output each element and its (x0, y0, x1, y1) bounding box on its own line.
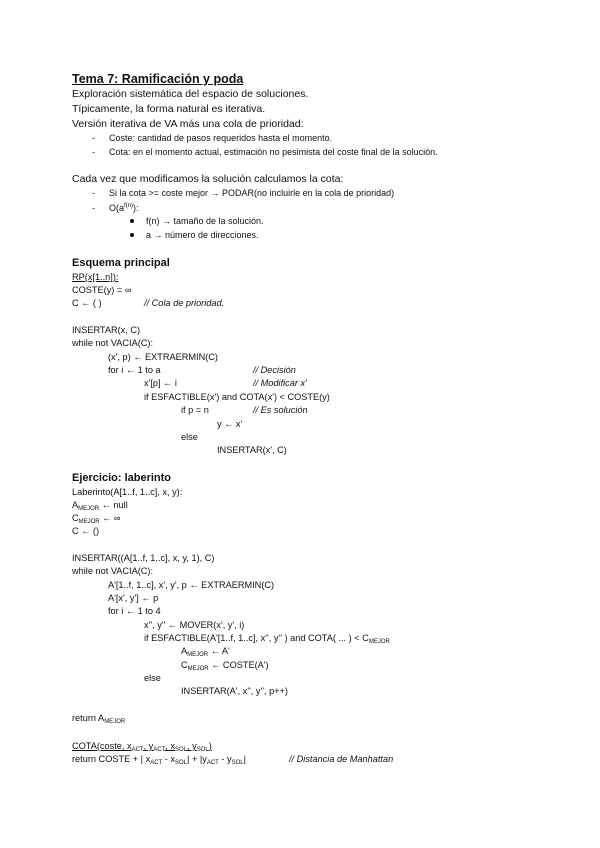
code-comment: // Decisión (253, 365, 296, 375)
code-line: for i ← 1 to 4 (108, 606, 161, 616)
esquema-heading: Esquema principal (72, 257, 170, 269)
esquema-signature: RP(x[1..n]): (72, 272, 119, 282)
page-title: Tema 7: Ramificación y poda (72, 72, 244, 86)
code-line: else (181, 432, 198, 442)
code-line: x'', y'' ← MOVER(x', y', i) (144, 620, 245, 630)
bullet-podar: Si la cota >= coste mejor → PODAR(no incluirle en la cola de prioridad) (109, 188, 395, 198)
code-line: if ESFACTIBLE(A'[1..f, 1..c], x'', y'' ) and COTA( ... ) < $C_{MEJOR}$ (144, 633, 390, 645)
intro-line-2: Típicamente, la forma natural es iterativa. (72, 103, 266, 115)
dash-bullet: - (92, 133, 95, 143)
cota-intro: Cada vez que modificamos la solución calculamos la cota: (72, 173, 344, 185)
sub-bullet-fn: f(n) → tamaño de la solución. (146, 216, 264, 226)
code-line: x'[p] ← i (144, 378, 177, 388)
code-line: if p = n (181, 405, 209, 415)
intro-line-1: Exploración sistemática del espacio de soluciones. (72, 88, 309, 100)
code-comment: // Cola de prioridad. (144, 298, 225, 308)
code-line: (x', p) ← EXTRAERMIN(C) (108, 352, 218, 362)
code-line: y ← x' (217, 419, 243, 429)
code-line: return $A_{MEJOR}$ (72, 713, 126, 725)
code-comment: // Modificar x' (253, 378, 307, 388)
bullet-dot (130, 233, 134, 237)
code-comment: // Distancia de Manhattan (289, 754, 394, 764)
bullet-complexity: $O(a^{f(n)})$: (109, 203, 139, 213)
code-comment: // Es solución (253, 405, 308, 415)
code-line: INSERTAR(x, C) (72, 325, 141, 335)
dash-bullet: - (92, 203, 95, 213)
code-line: COSTE(y) = ∞ (72, 285, 132, 295)
code-line: while not VACIA(C): (72, 338, 154, 348)
code-line: $A_{MEJOR}$ ← A' (181, 646, 230, 658)
ejercicio-heading: Ejercicio: laberinto (72, 472, 172, 484)
code-line: INSERTAR(x', C) (217, 445, 287, 455)
code-line: if ESFACTIBLE(x') and COTA(x') < COSTE(y) (144, 392, 330, 402)
ejercicio-signature: Laberinto(A[1..f, 1..c], x, y): (72, 487, 183, 497)
code-line: for i ← 1 to a (108, 365, 161, 375)
code-line: $C_{MEJOR}$ ← ∞ (72, 513, 121, 525)
code-line: C ← ( ) (72, 298, 102, 308)
cota-signature: COTA(coste, $x_{ACT}$, $y_{ACT}$, $x_{SOL}$, $y_{SOL}$) (72, 741, 212, 753)
cota-return: return COSTE + | $x_{ACT} - x_{SOL}| + |y_{ACT} - y_{SOL}|$ (72, 754, 247, 766)
intro-line-3: Versión iterativa de VA más una cola de prioridad: (72, 118, 304, 130)
sub-bullet-a: a → número de direcciones. (146, 230, 259, 240)
code-line: A'[x', y'] ← p (108, 593, 159, 603)
bullet-cota: Cota: en el momento actual, estimación no pesimista del coste final de la solución. (109, 147, 438, 157)
bullet-dot (130, 219, 134, 223)
code-line: INSERTAR((A[1..f, 1..c], x, y, 1), C) (72, 553, 215, 563)
dash-bullet: - (92, 188, 95, 198)
code-line: INSERTAR(A', x'', y'', p++) (181, 686, 288, 696)
dash-bullet: - (92, 147, 95, 157)
code-line: else (144, 673, 161, 683)
code-line: $C_{MEJOR}$ ← COSTE(A') (181, 660, 269, 672)
code-line: C ← () (72, 526, 100, 536)
bullet-coste: Coste: cantidad de pasos requeridos hasta el momento. (109, 133, 333, 143)
code-line: A'[1..f, 1..c], x', y', p ← EXTRAERMIN(C) (108, 580, 275, 590)
code-line: $A_{MEJOR}$ ← null (72, 500, 128, 512)
code-line: while not VACIA(C): (72, 566, 154, 576)
